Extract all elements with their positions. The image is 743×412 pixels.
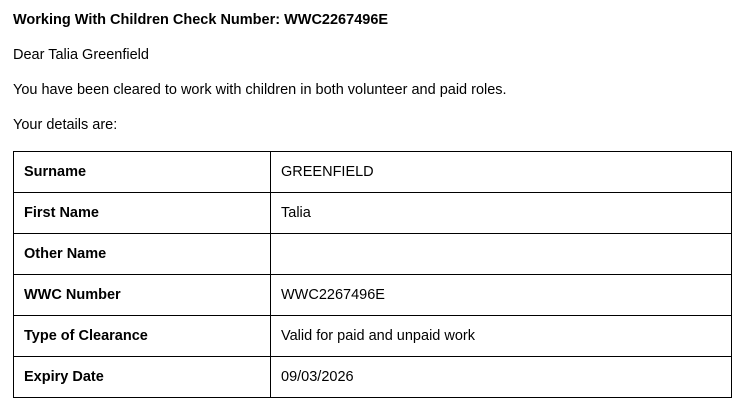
table-row-type-of-clearance: [14, 316, 732, 357]
row-label: First Name: [14, 193, 271, 234]
row-value: 09/03/2026: [271, 357, 732, 398]
table-row-first-name: [14, 193, 732, 234]
row-value: Talia: [271, 193, 732, 234]
table-row-other-name: [14, 234, 732, 275]
row-value: Valid for paid and unpaid work: [271, 316, 732, 357]
table-row-wwc-number: [14, 275, 732, 316]
details-table: [13, 151, 732, 398]
document-heading: Working With Children Check Number: WWC2267496E: [13, 12, 389, 28]
row-value: [271, 234, 732, 275]
row-label: Surname: [14, 152, 271, 193]
clearance-message: You have been cleared to work with children in both volunteer and paid roles.: [13, 82, 507, 98]
table-row-surname: [14, 152, 732, 193]
row-value: WWC2267496E: [271, 275, 732, 316]
row-label: Expiry Date: [14, 357, 271, 398]
greeting-text: Dear Talia Greenfield: [13, 47, 149, 63]
row-label: Other Name: [14, 234, 271, 275]
row-label: Type of Clearance: [14, 316, 271, 357]
details-intro: Your details are:: [13, 117, 118, 133]
table-row-expiry-date: [14, 357, 732, 398]
row-label: WWC Number: [14, 275, 271, 316]
row-value: GREENFIELD: [271, 152, 732, 193]
